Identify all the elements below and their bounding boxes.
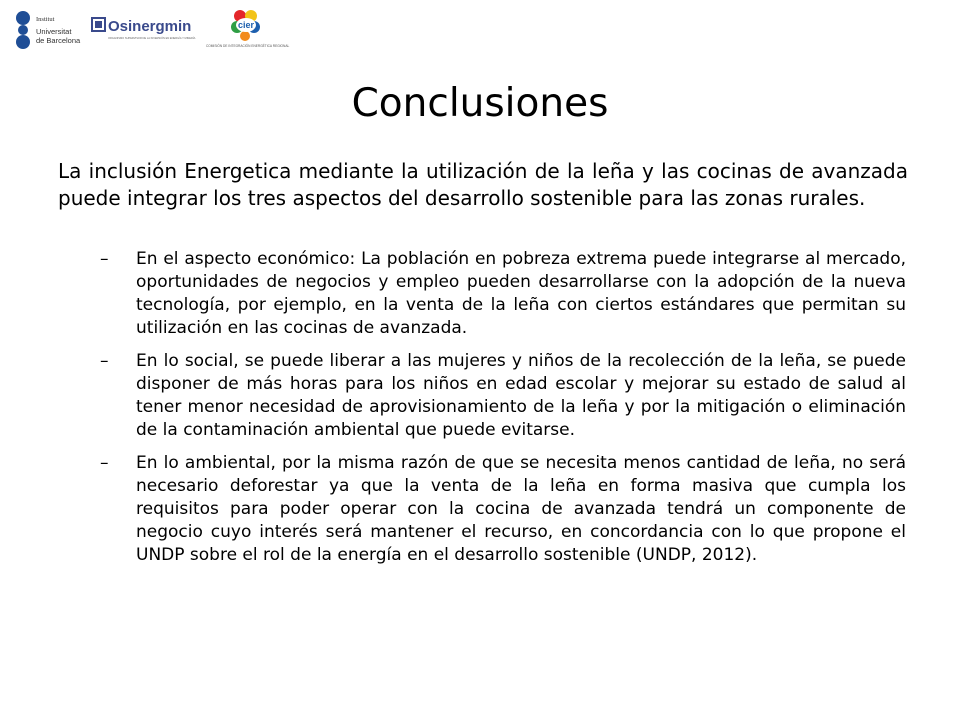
logo-bar	[14, 8, 314, 54]
cier-name: cier	[238, 20, 255, 30]
bullet-item-social	[0, 350, 960, 442]
bullet-item-economic	[0, 248, 960, 340]
ub-line1: Institut	[36, 16, 55, 23]
ub-dot-top	[16, 11, 30, 25]
ub-line3: de Barcelona	[36, 36, 81, 45]
bullet-dash: –	[100, 249, 109, 269]
bullet-dash: –	[100, 351, 109, 371]
osinergmin-name: Osinergmin	[108, 18, 192, 35]
cier-circle-orange	[240, 31, 250, 41]
slide-title: Conclusiones	[351, 81, 609, 126]
bullet-text-social: En lo social, se puede liberar a las mujeres y niños de la recolección de la leña, se puede disponer de más horas para los niños en edad escolar y mejorar su estado de salud al tener menor necesidad de aprovisionamiento de la leña y por la mitigación o eliminación de la contaminación ambiental que puede evitarse.	[136, 351, 906, 440]
ub-line2: Universitat	[36, 27, 72, 36]
bullet-text-environmental: En lo ambiental, por la misma razón de que se necesita menos cantidad de leña, no será necesario deforestar ya que la venta de la leña en forma masiva que cumpla los requisitos para poder operar con la cocina de avanzada tendrá un componente de negocio cuyo interés será mantener el recurso, en concordancia con lo que propone el UNDP sobre el rol de la energía en el desarrollo sostenible (UNDP, 2012).	[136, 453, 906, 565]
bullet-list	[0, 248, 960, 577]
cier-logo	[204, 8, 304, 50]
intro-paragraph: La inclusión Energetica mediante la utilización de la leña y las cocinas de avanzada puede integrar los tres aspectos del desarrollo sostenible para las zonas rurales.	[58, 159, 908, 210]
bullet-text-economic: En el aspecto económico: La población en pobreza extrema puede integrarse al mercado, oportunidades de negocios y empleo pueden desarrollarse con la adopción de la nueva tecnología, por ejemplo, en la venta de la leña con ciertos estándares que permitan su utilización en las cocinas de avanzada.	[136, 249, 906, 338]
bullet-item-environmental	[0, 452, 960, 567]
bullet-dash: –	[100, 453, 109, 473]
ub-dot-bottom	[16, 35, 30, 49]
cier-caption: COMISIÓN DE INTEGRACIÓN ENERGÉTICA REGIONAL	[206, 44, 290, 48]
osinergmin-logo	[90, 8, 202, 50]
ub-dot-middle	[18, 25, 28, 35]
osinergmin-tagline: ORGANISMO SUPERVISOR DE LA INVERSIÓN EN ENERGÍA Y MINERÍA	[108, 37, 196, 40]
universitat-barcelona-logo	[14, 8, 94, 50]
